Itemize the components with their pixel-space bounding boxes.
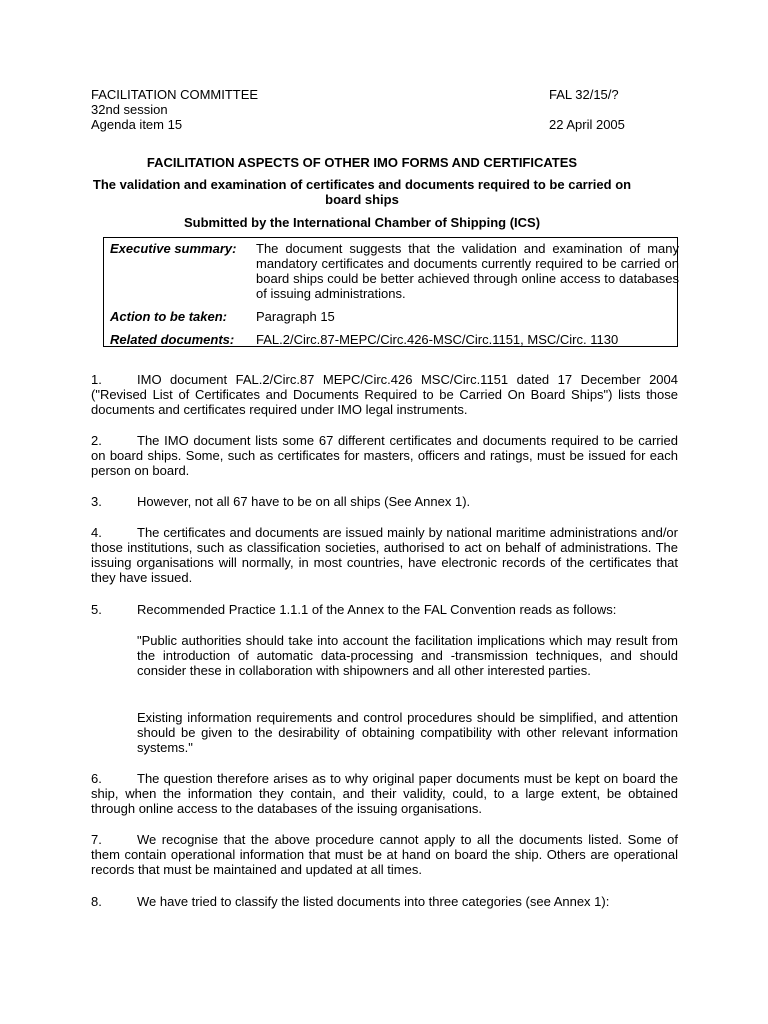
header-row-1 xyxy=(91,87,633,102)
paragraph-4 xyxy=(91,525,678,585)
paragraph-text: However, not all 67 have to be on all ships (See Annex 1). xyxy=(137,494,471,509)
paragraph-6 xyxy=(91,771,678,816)
paragraph-text: We recognise that the above procedure cannot apply to all the documents listed. Some of them contain operational information that must be at hand on board the ship. Others are operational records that must be maintained and updated at all times. xyxy=(91,832,678,877)
executive-summary-label: Executive summary: xyxy=(110,241,237,256)
paragraph-text: Recommended Practice 1.1.1 of the Annex to the FAL Convention reads as follows: xyxy=(137,602,617,617)
paragraph-3 xyxy=(91,494,678,509)
paragraph-8 xyxy=(91,894,678,909)
paragraph-text: IMO document FAL.2/Circ.87 MEPC/Circ.426 MSC/Circ.1151 dated 17 December 2004 ("Revised List of Certificates and Documents Required to be Carried On Board Ships") lists those documents and certificates required under IMO legal instruments. xyxy=(91,372,678,417)
paragraph-number: 2. xyxy=(91,433,102,448)
paragraph-number: 8. xyxy=(91,894,102,909)
paragraph-text: The certificates and documents are issued mainly by national maritime administrations and/or those institutions, such as classification societies, authorised to act on behalf of administrations. The issuing organisations will normally, in most countries, have electronic records of the certificates that they have issued. xyxy=(91,525,678,585)
document-subtitle: The validation and examination of certificates and documents required to be carried on board ships xyxy=(92,177,632,207)
document-reference: FAL 32/15/? xyxy=(549,87,619,102)
document-date: 22 April 2005 xyxy=(549,117,625,132)
summary-box xyxy=(103,237,678,347)
paragraph-text: We have tried to classify the listed documents into three categories (see Annex 1): xyxy=(137,894,610,909)
paragraph-number: 4. xyxy=(91,525,102,540)
paragraph-1 xyxy=(91,372,678,417)
action-label: Action to be taken: xyxy=(110,309,228,324)
quote-paragraph-1: "Public authorities should take into account the facilitation implications which may result from the introduction of automatic data-processing and -transmission techniques, and should consider these in collaboration with shipowners and all other interested parties. xyxy=(137,633,678,678)
related-documents-text: FAL.2/Circ.87-MEPC/Circ.426-MSC/Circ.1151, MSC/Circ. 1130 xyxy=(256,332,619,347)
paragraph-number: 7. xyxy=(91,832,102,847)
header-row-2 xyxy=(91,102,633,117)
paragraph-number: 1. xyxy=(91,372,102,387)
paragraph-text: The IMO document lists some 67 different certificates and documents required to be carried on board ships. Some, such as certificates for masters, officers and ratings, must be issued for each person on board. xyxy=(91,433,678,478)
paragraph-5 xyxy=(91,602,678,617)
quote-paragraph-2: Existing information requirements and control procedures should be simplified, and attention should be given to the desirability of obtaining compatibility with other relevant information systems." xyxy=(137,710,678,755)
document-title: FACILITATION ASPECTS OF OTHER IMO FORMS AND CERTIFICATES xyxy=(146,155,578,170)
executive-summary-text: The document suggests that the validation and examination of many mandatory certificates and documents currently required to be carried on board ships could be better achieved through online access to databases of issuing administrations. xyxy=(256,241,679,301)
session-label: 32nd session xyxy=(91,102,168,117)
committee-name: FACILITATION COMMITTEE xyxy=(91,87,259,102)
action-text: Paragraph 15 xyxy=(256,309,335,324)
paragraph-7 xyxy=(91,832,678,877)
paragraph-text: The question therefore arises as to why original paper documents must be kept on board the ship, when the information they contain, and their validity, could, to a large extent, be obtained through online access to the databases of the issuing organisations. xyxy=(91,771,678,816)
agenda-item: Agenda item 15 xyxy=(91,117,183,132)
paragraph-number: 6. xyxy=(91,771,102,786)
header-row-3 xyxy=(91,117,633,132)
paragraph-2 xyxy=(91,433,678,478)
related-documents-label: Related documents: xyxy=(110,332,235,347)
paragraph-number: 3. xyxy=(91,494,102,509)
submitted-by: Submitted by the International Chamber of Shipping (ICS) xyxy=(183,215,541,230)
paragraph-number: 5. xyxy=(91,602,102,617)
